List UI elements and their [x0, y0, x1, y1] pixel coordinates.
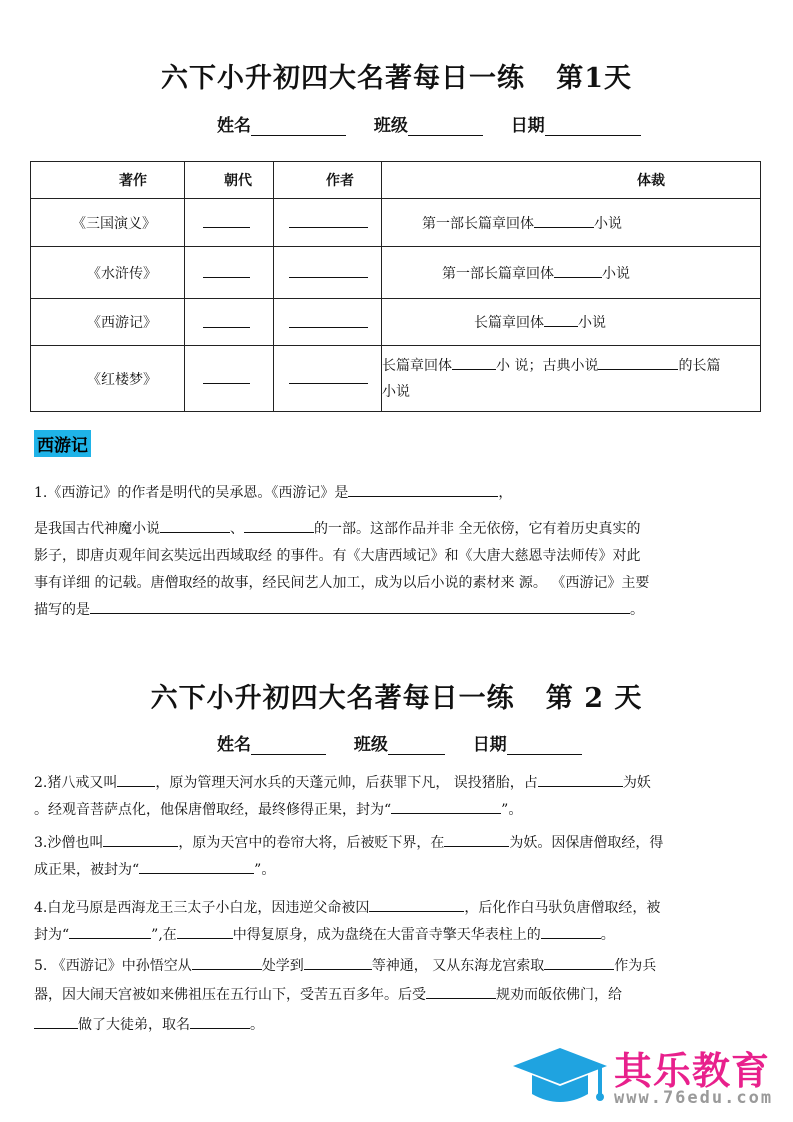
q2-text: 。经观音菩萨点化，他保唐僧取经，最终修得正果，封为“ — [34, 802, 392, 818]
q3-blank-2[interactable] — [444, 831, 509, 847]
genre-blank[interactable] — [452, 355, 496, 370]
q1-line-5 — [34, 597, 644, 624]
q3-text: ，原为天宫中的卷帘大将，后被贬下界，在 — [178, 835, 445, 851]
dynasty-blank[interactable] — [203, 369, 250, 384]
q3-text: 为妖。因保唐僧取经，得 — [509, 835, 664, 851]
work-cell: 《三国演义》 — [31, 199, 185, 247]
header-genre: 体裁 — [382, 162, 761, 199]
day2-date-field[interactable] — [507, 737, 582, 755]
dynasty-blank[interactable] — [203, 313, 250, 328]
table-row — [31, 299, 761, 346]
q2-text: ，原为管理天河水兵的天蓬元帅，后获罪下凡， 误投猪胎，占 — [155, 775, 538, 791]
genre-cell — [382, 299, 761, 346]
day2-date-label: 日期 — [472, 735, 507, 755]
section-label: 西游记 — [34, 430, 91, 457]
q5-blank-4[interactable] — [426, 983, 496, 999]
day1-name-label: 姓名 — [217, 116, 251, 136]
q2-blank-1[interactable] — [117, 771, 155, 787]
q1-blank-4[interactable] — [90, 598, 630, 614]
q5-blank-2[interactable] — [304, 954, 372, 970]
work-cell: 《红楼梦》 — [31, 346, 185, 412]
q1-line-2 — [34, 516, 640, 543]
q5-blank-5[interactable] — [34, 1013, 78, 1029]
q2-text: 2.猪八戒又叫 — [34, 775, 118, 791]
q3-blank-3[interactable] — [139, 858, 254, 874]
works-table — [30, 161, 761, 412]
q1-text: 、 — [230, 521, 244, 537]
header-work: 著作 — [31, 162, 185, 199]
genre-text-mid: 小 说；古典小说 — [496, 357, 599, 374]
day1-date-field[interactable] — [545, 118, 641, 136]
dynasty-blank[interactable] — [203, 263, 250, 278]
q2-line-2 — [34, 797, 522, 824]
q1-text: 1.《西游记》的作者是明代的吴承恩。《西游记》是 — [34, 485, 349, 501]
q2-text: ”。 — [501, 802, 523, 818]
table-row — [31, 199, 761, 247]
q1-text: 是我国古代神魔小说 — [34, 521, 160, 537]
genre-text: 第一部长篇章回体 — [442, 265, 554, 282]
q3-text: ”。 — [254, 862, 276, 878]
table-row — [31, 346, 761, 412]
q5-text: 做了大徒弟，取名 — [78, 1017, 190, 1033]
q1-line-4: 事有详细 的记载。唐僧取经的故事，经民间艺人加工，成为以后小说的素材来 源。 《西游记》主要 — [34, 575, 650, 591]
q3-text: 成正果，被封为“ — [34, 862, 140, 878]
q1-text: 的一部。这部作品并非 全无依傍，它有着历史真实的 — [314, 521, 641, 537]
day2-name-label: 姓名 — [217, 735, 251, 755]
day2-class-label: 班级 — [353, 735, 388, 755]
table-row — [31, 247, 761, 299]
genre-cell — [382, 199, 761, 247]
genre-blank[interactable] — [544, 312, 578, 327]
q4-blank-4[interactable] — [541, 923, 601, 939]
q4-text: 封为“ — [34, 927, 70, 943]
table-header-row — [31, 162, 761, 199]
q4-blank-2[interactable] — [69, 923, 151, 939]
q5-text: 等神通， 又从东海龙宫索取 — [371, 958, 545, 974]
q5-text: 作为兵 — [614, 958, 657, 974]
day1-class-label: 班级 — [373, 116, 408, 136]
q5-blank-3[interactable] — [544, 954, 614, 970]
q2-blank-3[interactable] — [391, 798, 501, 814]
day1-date-label: 日期 — [510, 116, 545, 136]
q3-text: 3.沙僧也叫 — [34, 835, 104, 851]
q3-blank-1[interactable] — [103, 831, 178, 847]
author-blank[interactable] — [289, 263, 368, 278]
work-cell: 《西游记》 — [31, 299, 185, 346]
q1-line-3: 影子，即唐贞观年间玄奘远出西域取经 的事件。有《大唐西域记》和《大唐大慈恩寺法师传》对此 — [34, 548, 641, 564]
q4-text: ，后化作白马驮负唐僧取经，被 — [464, 900, 661, 916]
day2-class-field[interactable] — [388, 737, 445, 755]
q5-text: 。 — [250, 1017, 264, 1033]
day2-info-line — [217, 730, 582, 755]
work-cell: 《水浒传》 — [31, 247, 185, 299]
q4-line-2 — [34, 922, 615, 949]
author-blank[interactable] — [289, 313, 368, 328]
genre-text: 第一部长篇章回体 — [422, 215, 534, 232]
genre-blank[interactable] — [554, 263, 602, 278]
graduation-cap-icon — [510, 1044, 610, 1114]
day2-title: 六下小升初四大名著每日一练 第 2 天 — [150, 683, 643, 714]
q1-blank-2[interactable] — [160, 517, 230, 533]
q1-text: 描写的是 — [34, 602, 90, 618]
genre-text-end: 小说 — [602, 265, 630, 282]
q1-blank-3[interactable] — [244, 517, 314, 533]
q1-blank-1[interactable] — [348, 481, 498, 497]
day2-name-field[interactable] — [251, 737, 326, 755]
q4-text: 中得复原身，成为盘绕在大雷音寺擎天华表柱上的 — [232, 927, 541, 943]
day1-title: 六下小升初四大名著每日一练 第1天 — [161, 63, 632, 94]
q4-line-1 — [34, 895, 660, 922]
author-blank[interactable] — [289, 213, 368, 228]
q2-line-1 — [34, 770, 651, 797]
q5-text: 规劝而皈依佛门，给 — [496, 987, 622, 1003]
genre-cell — [382, 346, 761, 412]
q5-blank-6[interactable] — [190, 1013, 250, 1029]
header-dynasty: 朝代 — [185, 162, 274, 199]
genre-text-wrap: 小说 — [382, 383, 410, 400]
dynasty-blank[interactable] — [203, 213, 250, 228]
genre-blank[interactable] — [534, 213, 594, 228]
q4-text: 。 — [600, 927, 615, 943]
day1-info-line — [217, 111, 641, 136]
q1-text: 。 — [630, 602, 644, 618]
q3-line-2 — [34, 857, 275, 884]
q5-line-3 — [34, 1012, 264, 1039]
q5-text: 器，因大闹天宫被如来佛祖压在五行山下，受苦五百多年。后受 — [34, 987, 426, 1003]
q5-text: 处学到 — [261, 958, 304, 974]
genre-text-end: 的长篇 — [678, 357, 721, 374]
genre-text-end: 小说 — [578, 315, 606, 331]
q4-text: 4.白龙马原是西海龙王三太子小白龙，因违逆父命被囚 — [34, 900, 370, 916]
q5-text: 5. 《西游记》中孙悟空从 — [34, 958, 192, 974]
day1-class-field[interactable] — [408, 118, 483, 136]
logo — [510, 1040, 790, 1115]
day1-name-field[interactable] — [251, 118, 346, 136]
q5-line-1 — [34, 953, 656, 980]
genre-text-end: 小说 — [594, 215, 622, 232]
logo-brand-text: 其乐教育 — [614, 1049, 771, 1093]
logo-url-text: www.76edu.com — [614, 1088, 774, 1108]
q4-text: ”,在 — [151, 927, 177, 943]
q4-blank-1[interactable] — [369, 896, 464, 912]
genre-blank-2[interactable] — [598, 355, 678, 370]
author-blank[interactable] — [289, 369, 368, 384]
q1-text: ， — [498, 485, 513, 501]
q2-text: 为妖 — [622, 775, 651, 791]
genre-cell — [382, 247, 761, 299]
q1-line-1 — [34, 480, 512, 507]
q5-blank-1[interactable] — [192, 954, 262, 970]
genre-text: 长篇章回体 — [474, 315, 544, 331]
q3-line-1 — [34, 830, 663, 857]
header-author: 作者 — [274, 162, 382, 199]
q5-line-2 — [34, 982, 622, 1009]
q4-blank-3[interactable] — [177, 923, 233, 939]
q2-blank-2[interactable] — [538, 771, 623, 787]
genre-text: 长篇章回体 — [382, 357, 452, 374]
